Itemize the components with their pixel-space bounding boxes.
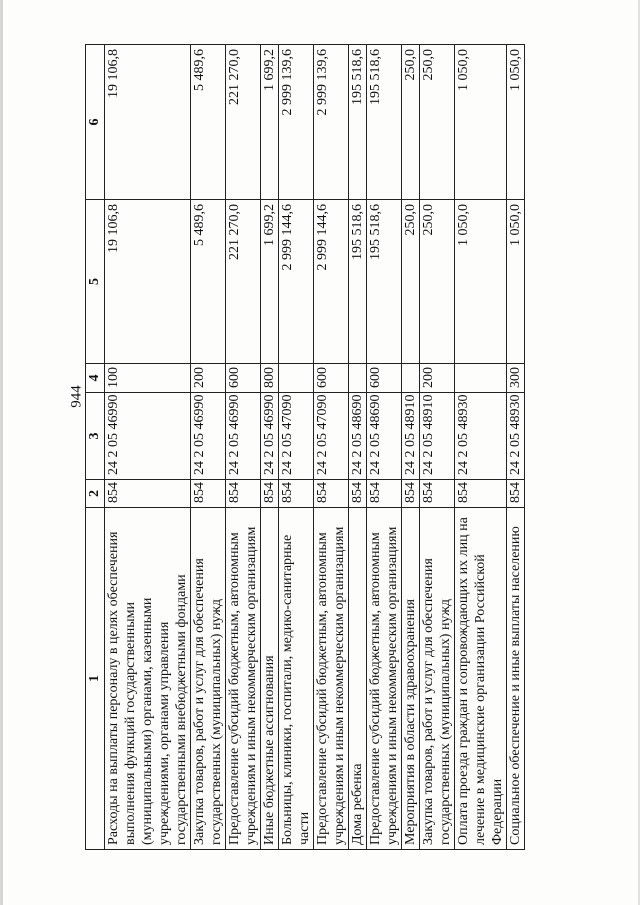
cell-target-code: 24 2 05 46990: [191, 393, 226, 480]
table-row: [367, 45, 402, 850]
cell-admin-code: 854: [191, 480, 226, 508]
cell-admin-code: 854: [314, 480, 349, 508]
cell-amount-col5: 19 106,8: [105, 200, 191, 364]
cell-name: Дома ребенка: [349, 508, 367, 850]
cell-amount-col5: 5 489,6: [191, 200, 226, 364]
cell-expense-type: 800: [261, 364, 279, 393]
cell-target-code: 24 2 05 46990: [105, 393, 191, 480]
cell-expense-type: 600: [226, 364, 261, 393]
table-row: [191, 45, 226, 850]
cell-admin-code: 854: [261, 480, 279, 508]
cell-target-code: 24 2 05 48930: [507, 393, 525, 480]
table-row: [105, 45, 191, 850]
cell-name: Предоставление субсидий бюджетным, автономным учреждениям и иным некоммерческим организациям: [314, 508, 349, 850]
cell-name: Мероприятия в области здравоохранения: [402, 508, 420, 850]
cell-expense-type: [402, 364, 420, 393]
cell-admin-code: 854: [367, 480, 402, 508]
cell-name: Закупка товаров, работ и услуг для обеспечения государственных (муниципальных) нужд: [191, 508, 226, 850]
cell-target-code: 24 2 05 47090: [314, 393, 349, 480]
cell-amount-col6: 250,0: [420, 45, 455, 200]
cell-target-code: 24 2 05 48910: [420, 393, 455, 480]
cell-target-code: 24 2 05 46990: [226, 393, 261, 480]
table-body: [105, 45, 525, 850]
header-col-2: 2: [86, 480, 105, 508]
cell-amount-col5: 1 699,2: [261, 200, 279, 364]
cell-amount-col6: 221 270,0: [226, 45, 261, 200]
cell-amount-col6: 1 050,0: [455, 45, 507, 200]
cell-admin-code: 854: [279, 480, 314, 508]
table-row: [455, 45, 507, 850]
cell-amount-col6: 195 518,6: [349, 45, 367, 200]
cell-amount-col6: 250,0: [402, 45, 420, 200]
table-row: [420, 45, 455, 850]
cell-admin-code: 854: [402, 480, 420, 508]
table-row: [314, 45, 349, 850]
table-row: [507, 45, 525, 850]
cell-expense-type: 200: [191, 364, 226, 393]
table-row: [402, 45, 420, 850]
rotated-table-wrapper: [85, 45, 525, 850]
cell-amount-col5: 1 050,0: [455, 200, 507, 364]
cell-name: Предоставление субсидий бюджетным, автономным учреждениям и иным некоммерческим организациям: [367, 508, 402, 850]
cell-admin-code: 854: [420, 480, 455, 508]
cell-expense-type: 600: [367, 364, 402, 393]
cell-name: Больницы, клиники, госпитали, медико-санитарные части: [279, 508, 314, 850]
cell-admin-code: 854: [507, 480, 525, 508]
cell-amount-col5: 250,0: [402, 200, 420, 364]
budget-table: [85, 44, 525, 850]
cell-amount-col5: 195 518,6: [349, 200, 367, 364]
cell-expense-type: 300: [507, 364, 525, 393]
cell-admin-code: 854: [349, 480, 367, 508]
cell-expense-type: 100: [105, 364, 191, 393]
cell-amount-col6: 5 489,6: [191, 45, 226, 200]
cell-amount-col5: 2 999 144,6: [279, 200, 314, 364]
cell-target-code: 24 2 05 48930: [455, 393, 507, 480]
table-row: [349, 45, 367, 850]
page-number: 944: [68, 385, 85, 408]
cell-name: Закупка товаров, работ и услуг для обеспечения государственных (муниципальных) нужд: [420, 508, 455, 850]
cell-target-code: 24 2 05 47090: [279, 393, 314, 480]
scan-edge-left: [0, 0, 3, 905]
cell-amount-col6: 1 050,0: [507, 45, 525, 200]
header-col-6: 6: [86, 45, 105, 200]
header-col-4: 4: [86, 364, 105, 393]
cell-expense-type: [455, 364, 507, 393]
cell-admin-code: 854: [226, 480, 261, 508]
cell-amount-col5: 1 050,0: [507, 200, 525, 364]
header-col-1: 1: [86, 508, 105, 850]
cell-expense-type: 600: [314, 364, 349, 393]
cell-amount-col5: 195 518,6: [367, 200, 402, 364]
cell-amount-col6: 19 106,8: [105, 45, 191, 200]
cell-amount-col5: 221 270,0: [226, 200, 261, 364]
cell-expense-type: 200: [420, 364, 455, 393]
cell-name: Оплата проезда граждан и сопровождающих их лиц на лечение в медицинские организации Российской Федерации: [455, 508, 507, 850]
cell-amount-col5: 2 999 144,6: [314, 200, 349, 364]
header-col-5: 5: [86, 200, 105, 364]
cell-admin-code: 854: [105, 480, 191, 508]
cell-amount-col5: 250,0: [420, 200, 455, 364]
header-row: [86, 45, 105, 850]
cell-amount-col6: 2 999 139,6: [314, 45, 349, 200]
cell-target-code: 24 2 05 48690: [349, 393, 367, 480]
cell-amount-col6: 2 999 139,6: [279, 45, 314, 200]
table-row: [261, 45, 279, 850]
cell-target-code: 24 2 05 48690: [367, 393, 402, 480]
cell-admin-code: 854: [455, 480, 507, 508]
table-row: [279, 45, 314, 850]
cell-name: Социальное обеспечение и иные выплаты населению: [507, 508, 525, 850]
table-row: [226, 45, 261, 850]
cell-expense-type: [279, 364, 314, 393]
cell-name: Иные бюджетные ассигнования: [261, 508, 279, 850]
cell-target-code: 24 2 05 46990: [261, 393, 279, 480]
cell-target-code: 24 2 05 48910: [402, 393, 420, 480]
cell-name: Расходы на выплаты персоналу в целях обеспечения выполнения функций государственными (муниципальными) органами, казенными учреждениями, органами управления государственными внебюджетными фондами: [105, 508, 191, 850]
cell-expense-type: [349, 364, 367, 393]
cell-name: Предоставление субсидий бюджетным, автономным учреждениям и иным некоммерческим организациям: [226, 508, 261, 850]
cell-amount-col6: 1 699,2: [261, 45, 279, 200]
cell-amount-col6: 195 518,6: [367, 45, 402, 200]
header-col-3: 3: [86, 393, 105, 480]
